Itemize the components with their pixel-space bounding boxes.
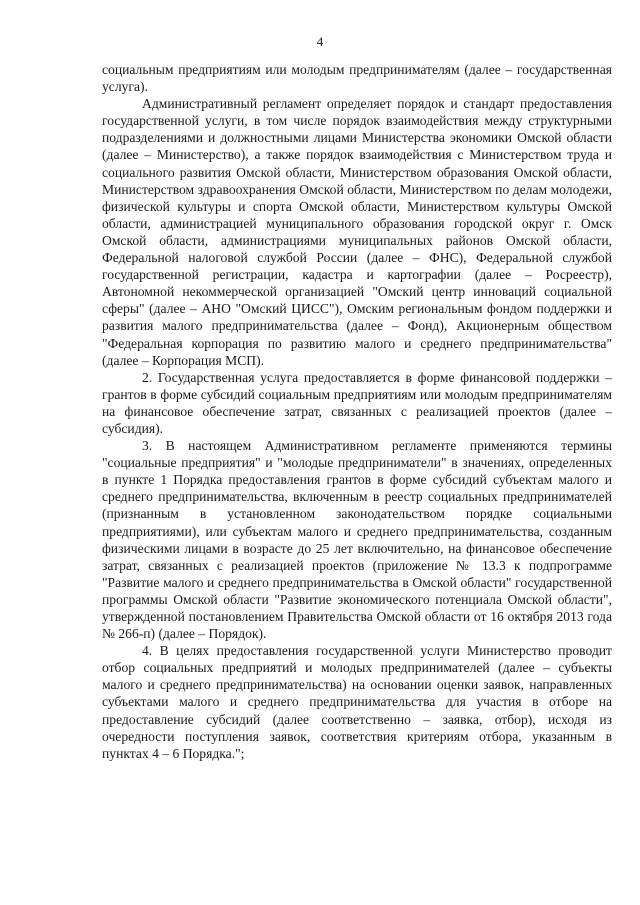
document-body (102, 61, 612, 762)
paragraph-continuation: социальным предприятиям или молодым предпринимателям (далее – государственная услуга). (102, 62, 612, 95)
paragraph-item-3: 3. В настоящем Административном регламенте применяются термины "социальные предприятия" и "молодые предприниматели" в значениях, определенных в пункте 1 Порядка предоставления грантов в форме субсидий субъектам малого и среднего предпринимательства, включенным в реестр социальных предпринимателей (признанным в установленном законодательством порядке социальными предприятиями), или субъектам малого и среднего предпринимательства, созданным физическими лицами в возрасте до 25 лет включительно, на финансовое обеспечение затрат, связанных с реализацией проектов (приложение № 13.3 к подпрограмме "Развитие малого и среднего предпринимательства в Омской области" государственной программы Омской области "Развитие экономического потенциала Омской области", утвержденной постановлением Правительства Омской области от 16 октября 2013 года № 266-п) (далее – Порядок). (102, 438, 612, 642)
page-number: 4 (316, 34, 324, 49)
paragraph-regulation-scope: Административный регламент определяет порядок и стандарт предоставления государственной услуги, в том числе порядок взаимодействия между структурными подразделениями и должностными лицами Министерства экономики Омской области (далее – Министерство), а также порядок взаимодействия с Министерством труда и социального развития Омской области, Министерством образования Омской области, Министерством здравоохранения Омской области, Министерством по делам молодежи, физической культуры и спорта Омской области, Министерством культуры Омской области, администрацией муниципального образования городской округ г. Омск Омской области, администрациями муниципальных районов Омской области, Федеральной налоговой службой России (далее – ФНС), Федеральной службой государственной регистрации, кадастра и картографии (далее – Росреестр), Автономной некоммерческой организацией "Омский центр инноваций социальной сферы" (далее – АНО "Омский ЦИСС"), Омским региональным фондом поддержки и развития малого предпринимательства (далее – Фонд), Акционерным обществом "Федеральная корпорация по развитию малого и среднего предпринимательства" (далее – Корпорация МСП). (102, 96, 612, 368)
paragraph-item-4: 4. В целях предоставления государственной услуги Министерство проводит отбор социальных предприятий и молодых предпринимателей (далее – субъекты малого и среднего предпринимательства) на основании оценки заявок, направленных субъектами малого и среднего предпринимательства для участия в отборе на предоставление субсидий (далее соответственно – заявка, отбор), исходя из очередности поступления заявок, соответствия критериям отбора, указанным в пунктах 4 – 6 Порядка."; (102, 643, 612, 761)
paragraph-item-2: 2. Государственная услуга предоставляется в форме финансовой поддержки – грантов в форме субсидий социальным предприятиям или молодым предпринимателям на финансовое обеспечение затрат, связанных с реализацией проектов (далее – субсидия). (102, 369, 612, 436)
